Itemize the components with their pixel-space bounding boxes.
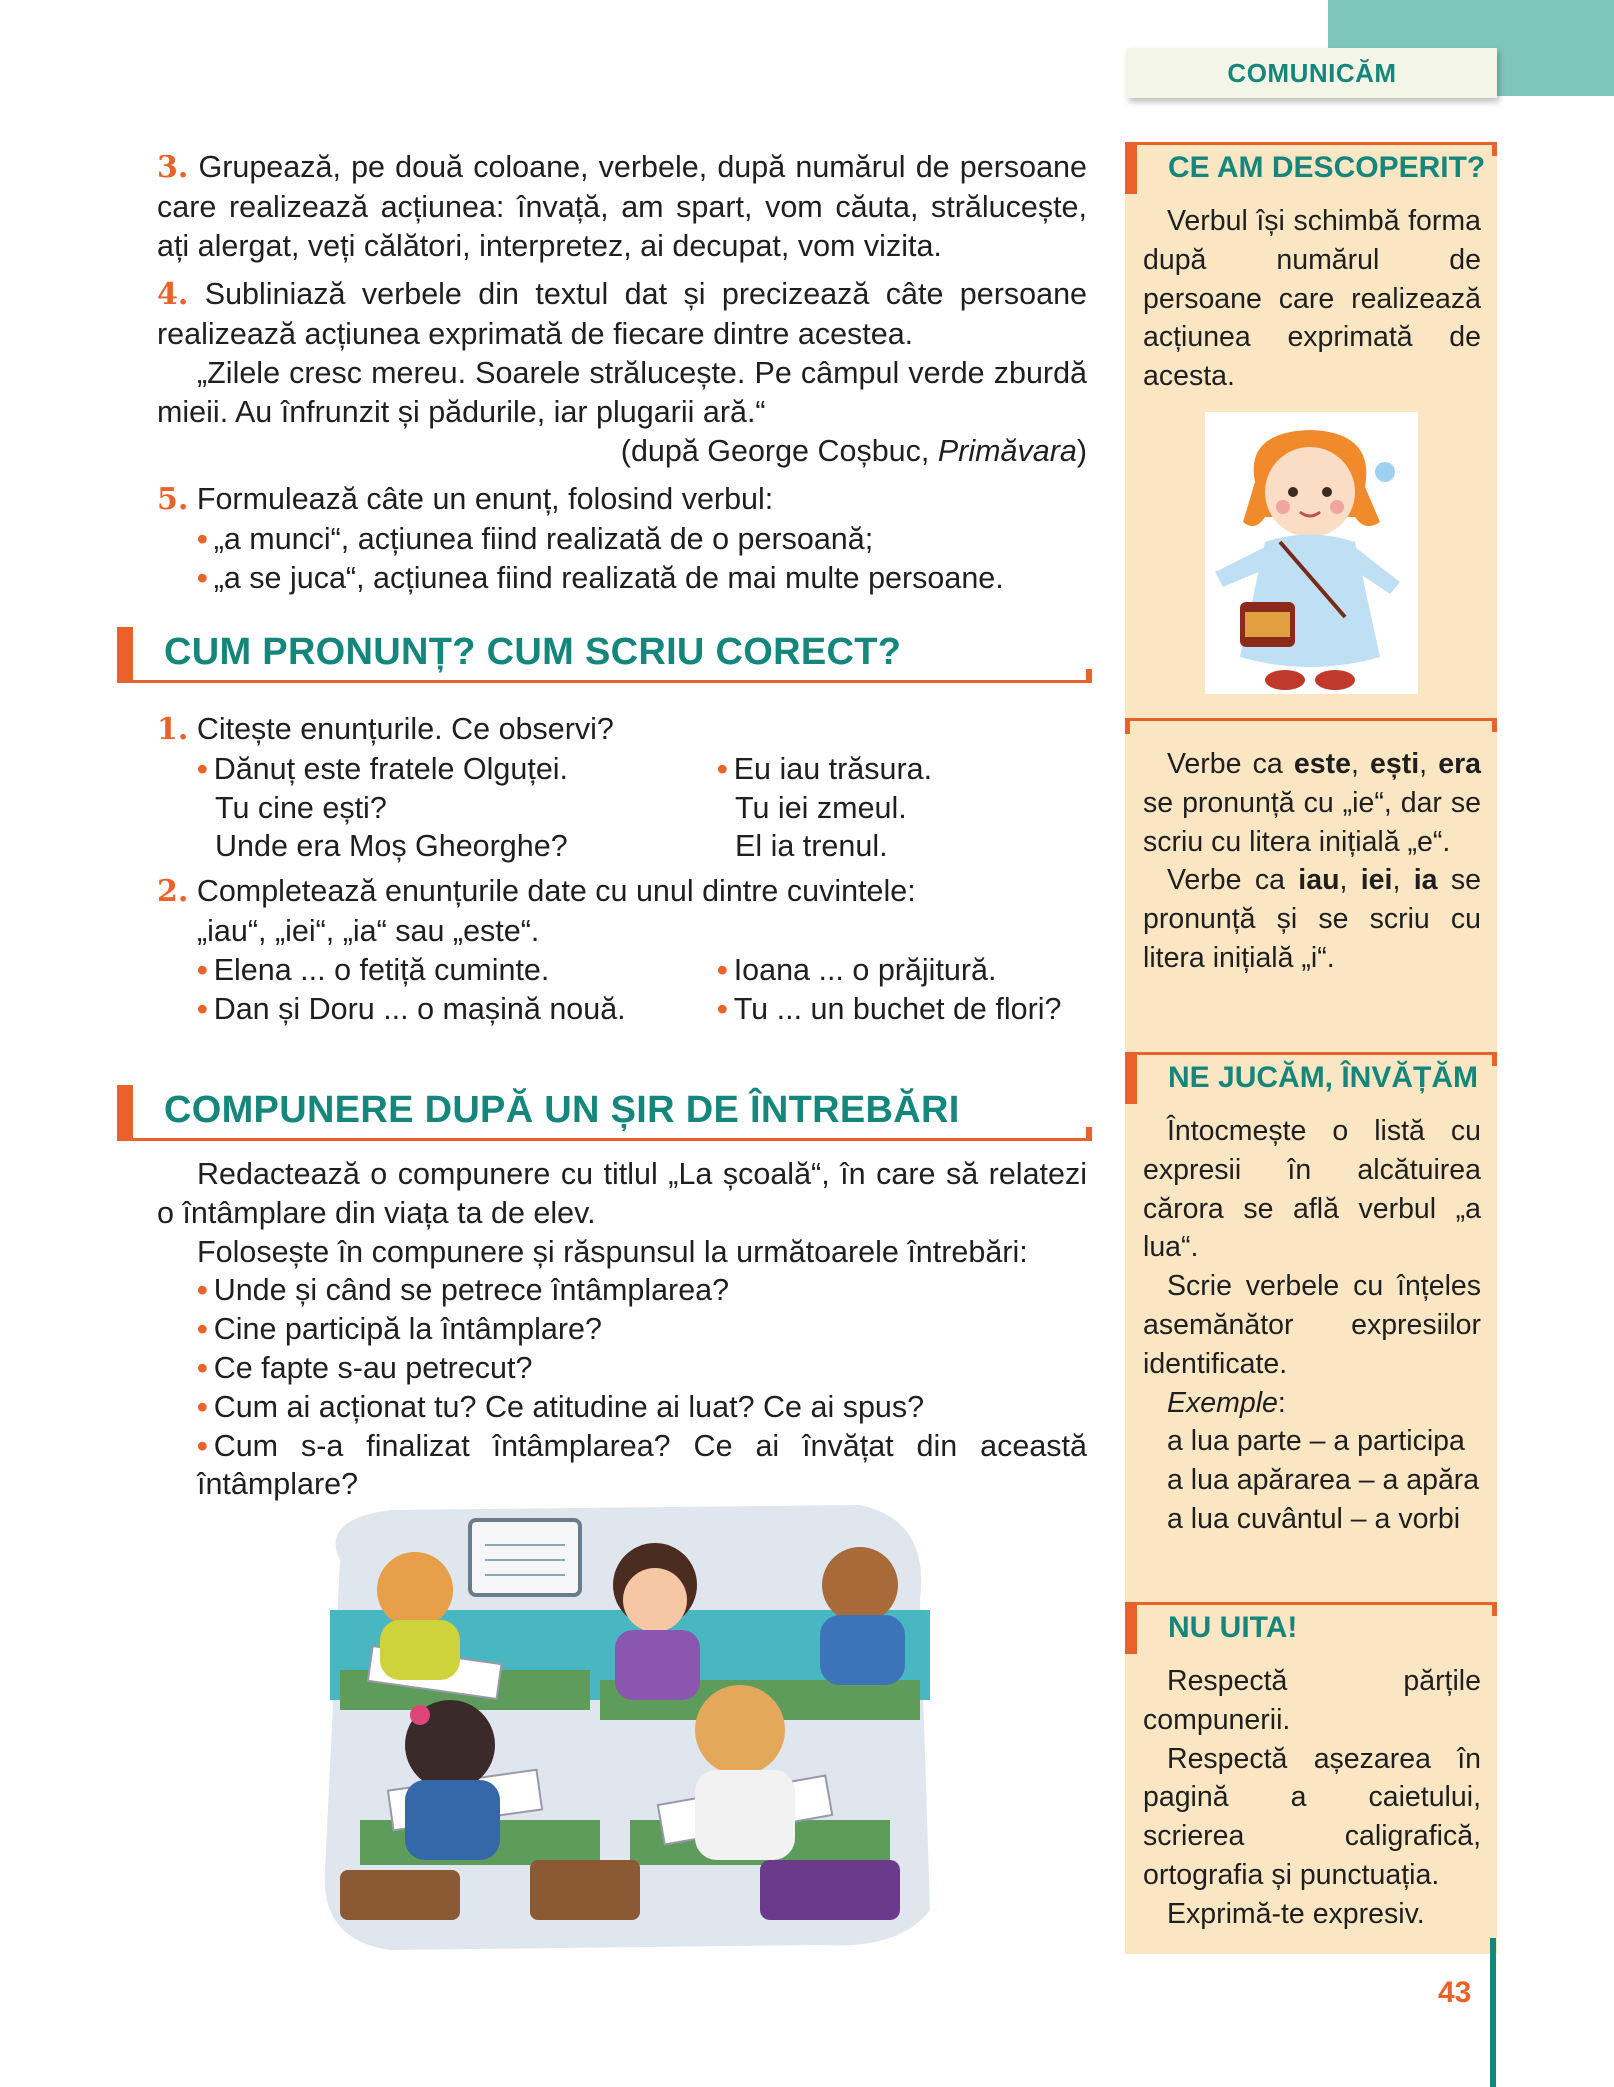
- bullet-icon: •: [197, 1350, 208, 1385]
- play-paragraph-2: Scrie verbele cu înțeles asemănător expresiilor identificate.: [1143, 1270, 1481, 1380]
- question-text: Unde și când se petrece întâmplarea?: [213, 1273, 730, 1308]
- list-item-text: „a se juca“, acțiunea fiind realizată de mai multe persoane.: [213, 560, 1004, 595]
- heading-line: [1125, 1052, 1497, 1055]
- bullet-icon: •: [197, 1273, 208, 1308]
- heading-bar: [117, 1085, 133, 1141]
- remember-paragraph-3: Exprimă-te expresiv.: [1167, 1897, 1425, 1930]
- exercise-text: Citește enunțurile. Ce observi?: [196, 712, 614, 746]
- quote-text: „Zilele cresc mereu. Soarele strălucește. Pe câmpul verde zburdă mieii. Au înfrunzit și pădurile, iar plugarii ară.“: [157, 355, 1087, 429]
- heading-end-mark: [1086, 1127, 1092, 1141]
- box-text: [1143, 1112, 1481, 1539]
- compunere-intro: Redactează o compunere cu titlul „La școală“, în care să relatezi o întâmplare din viața ta de elev.: [157, 1157, 1087, 1230]
- section-title: COMPUNERE DUPĂ UN ȘIR DE ÎNTREBĂRI: [164, 1089, 960, 1131]
- example-sentence: El ia trenul.: [735, 829, 888, 864]
- heading-end-mark: [1492, 1602, 1497, 1616]
- fill-sentence: Elena ... o fetiță cuminte.: [213, 952, 550, 987]
- play-paragraph-1: Întocmește o listă cu expresii în alcătuirea cărora se află verbul „a lua“.: [1143, 1115, 1481, 1264]
- compunere-intro-2: Folosește în compunere și răspunsul la următoarele întrebări:: [197, 1234, 1028, 1269]
- remember-paragraph-1: Respectă părțile compunerii.: [1143, 1665, 1481, 1736]
- source-suffix: ): [1076, 433, 1087, 468]
- doll-illustration: [1205, 412, 1418, 694]
- section-tab: COMUNICĂM: [1127, 48, 1497, 98]
- box-heading: [1125, 718, 1497, 734]
- examples-label: Exemple:: [1167, 1386, 1286, 1419]
- exercise-3: [157, 148, 1087, 265]
- bullet-icon: •: [197, 560, 208, 595]
- heading-end-mark: [1492, 1052, 1497, 1066]
- heading-line: [1125, 718, 1497, 721]
- exercise-1: [157, 710, 1087, 750]
- bullet-icon: •: [197, 751, 208, 786]
- bullet-icon: •: [197, 1312, 208, 1347]
- box-text: [1143, 1662, 1481, 1934]
- section-heading-compunere: [117, 1085, 1092, 1141]
- exercise-5: [157, 480, 1087, 520]
- exercise-number: 1.: [157, 712, 189, 747]
- fill-left: [157, 951, 717, 1029]
- exercise-2: [157, 872, 1087, 912]
- word-options: „iau“, „iei“, „ia“ sau „este“.: [197, 913, 540, 948]
- examples-left: [157, 750, 717, 866]
- play-box: [1125, 1052, 1497, 1535]
- box-text: [1143, 745, 1481, 978]
- exercise-4: [157, 275, 1087, 354]
- section-heading-pronunt: [117, 627, 1092, 683]
- exercise-number: 3.: [157, 150, 189, 185]
- bullet-icon: •: [197, 991, 208, 1026]
- pronunt-note-box: [1125, 718, 1497, 1018]
- example-sentence: Tu iei zmeul.: [735, 790, 907, 825]
- heading-underline: [133, 680, 1092, 683]
- list-item: [157, 559, 1087, 598]
- exercise-text: Grupează, pe două coloane, verbele, după numărul de persoane care realizează acțiunea: învață, am spart, vom căuta, strălucește, ați alergat, veți călători, interpretez, ai decupat, vom vizita.: [157, 150, 1087, 263]
- note-paragraph-2: Verbe ca iau, iei, ia se pronunță și se scriu cu litera inițială „i“.: [1143, 864, 1481, 974]
- heading-underline: [133, 1138, 1092, 1141]
- compunere-body: [157, 1155, 1087, 1504]
- bullet-icon: •: [197, 522, 208, 557]
- quote-source: [157, 432, 1087, 471]
- fill-sentence: Ioana ... o prăjitură.: [733, 952, 997, 987]
- box-heading: [1125, 142, 1497, 194]
- example-item: a lua apărarea – a apăra: [1167, 1464, 1480, 1497]
- examples-row: [157, 750, 1087, 866]
- heading-bar: [1125, 1602, 1137, 1654]
- source-title: Primăvara: [937, 433, 1077, 468]
- example-sentence: Tu cine ești?: [215, 790, 387, 825]
- box-title: NE JUCĂM, ÎNVĂȚĂM: [1168, 1061, 1479, 1094]
- note-paragraph-1: Verbe ca este, ești, era se pronunță cu „ie“, dar se scriu cu litera inițială „e“.: [1143, 748, 1482, 858]
- exercise-number: 2.: [157, 874, 189, 910]
- heading-end-mark: [1086, 669, 1092, 683]
- box-heading: [1125, 1052, 1497, 1104]
- source-prefix: (după George Coșbuc,: [620, 433, 938, 468]
- classroom-illustration: [300, 1490, 940, 1960]
- bullet-icon: •: [197, 1389, 208, 1424]
- page-number: 43: [1438, 1976, 1472, 2009]
- list-item: [157, 520, 1087, 559]
- exercise-text: Formulează câte un enunț, folosind verbul:: [196, 482, 774, 517]
- fill-sentence: Tu ... un buchet de flori?: [733, 991, 1062, 1026]
- box-heading: [1125, 1602, 1497, 1654]
- example-item: a lua cuvântul – a vorbi: [1167, 1502, 1461, 1535]
- question-text: Cine participă la întâmplare?: [213, 1312, 602, 1347]
- question-item: [157, 1310, 1087, 1349]
- example-sentence: Eu iau trăsura.: [733, 751, 933, 786]
- exercises-top: [157, 148, 1087, 598]
- question-item: [157, 1388, 1087, 1427]
- question-text: Ce fapte s-au petrecut?: [213, 1350, 533, 1385]
- bullet-icon: •: [197, 1428, 208, 1463]
- exercise-number: 5.: [157, 482, 189, 518]
- box-title: NU UITA!: [1168, 1611, 1298, 1644]
- heading-bar: [1125, 142, 1137, 194]
- question-item: [157, 1271, 1087, 1310]
- fill-right: [717, 951, 1087, 1029]
- remember-box: [1125, 1602, 1497, 1942]
- heading-end-mark: [1492, 718, 1497, 732]
- example-sentence: Unde era Moș Gheorghe?: [215, 829, 568, 864]
- bullet-icon: •: [717, 991, 728, 1026]
- heading-line: [1125, 1602, 1497, 1605]
- section-title: CUM PRONUNȚ? CUM SCRIU CORECT?: [164, 631, 902, 673]
- discovered-box: [1125, 142, 1497, 402]
- box-text: [1143, 202, 1481, 396]
- exercise-text: Subliniază verbele din textul dat și precizează câte persoane realizează acțiunea exprimată de fiecare dintre acestea.: [157, 277, 1087, 352]
- examples-right: [717, 750, 1087, 866]
- heading-bar: [1125, 1052, 1137, 1104]
- exercise-number: 4.: [157, 277, 189, 313]
- heading-bar: [117, 627, 133, 683]
- list-item-text: „a munci“, acțiunea fiind realizată de o persoană;: [213, 522, 874, 557]
- bullet-icon: •: [197, 952, 208, 987]
- example-item: a lua parte – a participa: [1167, 1425, 1465, 1458]
- remember-paragraph-2: Respectă așezarea în pagină a caietului, scrierea caligrafică, ortografia și punctuația.: [1143, 1742, 1481, 1891]
- heading-line: [1125, 142, 1497, 145]
- question-text: Cum s-a finalizat întâmplarea? Ce ai învățat din această întâmplare?: [197, 1428, 1087, 1502]
- box-title: CE AM DESCOPERIT?: [1168, 151, 1486, 184]
- discovered-text: Verbul își schimbă forma după numărul de persoane care realizează acțiunea exprimată de acesta.: [1143, 205, 1481, 393]
- heading-end-mark: [1492, 142, 1497, 156]
- example-sentence: Dănuț este fratele Olguței.: [213, 751, 569, 786]
- pronunt-exercises: [157, 710, 1087, 1028]
- fill-row: [157, 951, 1087, 1029]
- question-item: [157, 1349, 1087, 1388]
- question-text: Cum ai acționat tu? Ce atitudine ai luat? Ce ai spus?: [213, 1389, 925, 1424]
- page-number-bar: [1490, 1938, 1496, 2087]
- fill-sentence: Dan și Doru ... o mașină nouă.: [213, 991, 626, 1026]
- bullet-icon: •: [717, 952, 728, 987]
- bullet-icon: •: [717, 751, 728, 786]
- exercise-text: Completează enunțurile date cu unul dintre cuvintele:: [196, 874, 916, 909]
